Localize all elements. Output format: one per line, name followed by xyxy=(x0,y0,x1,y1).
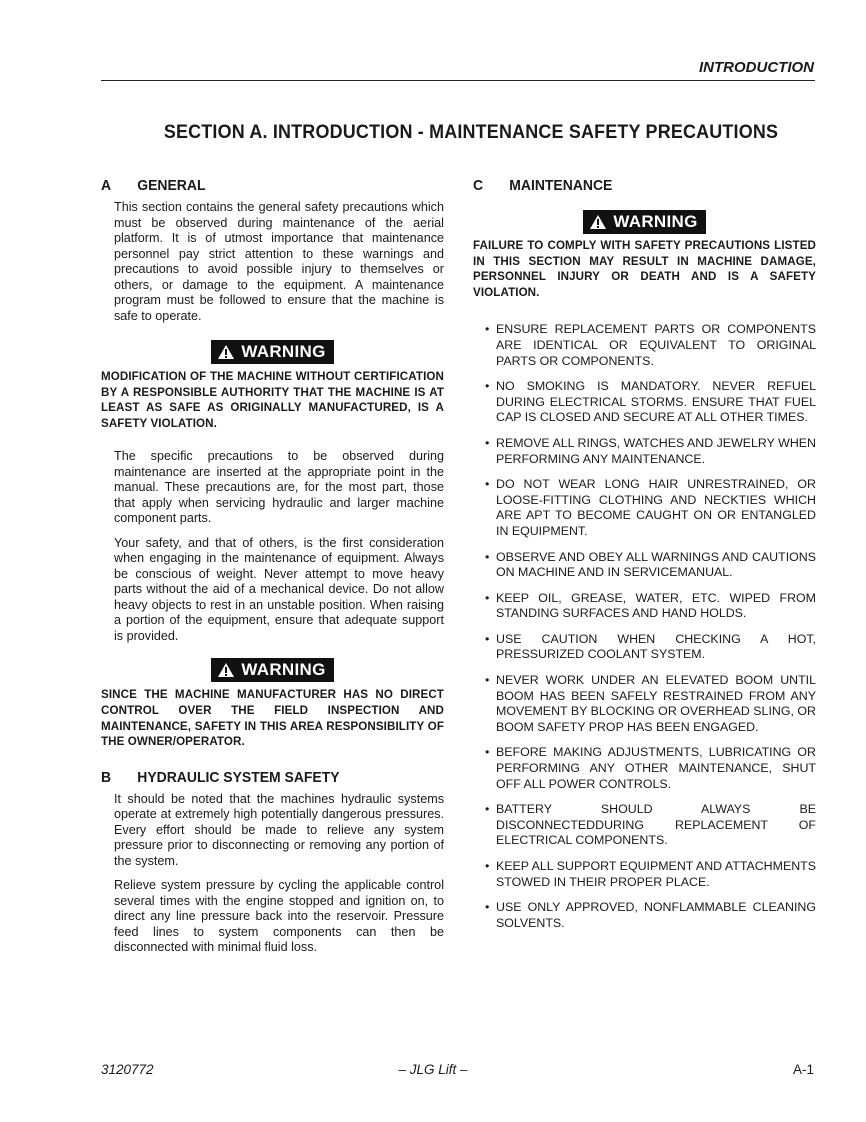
warning-text-modification: MODIFICATION OF THE MACHINE WITHOUT CERTIFICATION BY A RESPONSIBLE AUTHORITY THAT THE MACHINE IS AT LEAST AS SAFE AS ORIGINALLY MANUFACTURED, IS A SAFETY VIOLATION. xyxy=(101,370,444,430)
warning-text-failure-to-comply: FAILURE TO COMPLY WITH SAFETY PRECAUTIONS LISTED IN THIS SECTION MAY RESULT IN MACHINE DAMAGE, PERSONNEL INJURY OR DEATH AND IS A SAFETY VIOLATION. xyxy=(473,239,816,299)
warning-label: WARNING xyxy=(241,342,326,361)
list-item: • USE ONLY APPROVED, NONFLAMMABLE CLEANING SOLVENTS. xyxy=(485,900,816,931)
list-item: • ENSURE REPLACEMENT PARTS OR COMPONENTS ARE IDENTICAL OR EQUIVALENT TO ORIGINAL PARTS OR COMPONENTS. xyxy=(485,322,816,369)
hydraulic-heading-letter: B xyxy=(101,768,112,786)
warning-badge xyxy=(211,658,333,682)
list-item: • NO SMOKING IS MANDATORY. NEVER REFUEL DURING ELECTRICAL STORMS. ENSURE THAT FUEL CAP IS CLOSED AND SECURE AT ALL OTHER TIMES. xyxy=(485,379,816,426)
warning-text-owner-responsibility: SINCE THE MACHINE MANUFACTURER HAS NO DIRECT CONTROL OVER THE FIELD INSPECTION AND MAINTENANCE, SAFETY IN THIS AREA RESPONSIBILITY OF THE OWNER/OPERATOR. xyxy=(101,688,444,749)
maintenance-heading-letter: C xyxy=(473,177,484,194)
general-paragraph-1: This section contains the general safety precautions which must be observed during maintenance of the aerial platform. It is of utmost importance that maintenance personnel pay strict attention to these warnings and precautions to avoid possible injury to themselves or others, or damage to the equipment. A maintenance program must be followed to ensure that the machine is safe to operate. xyxy=(114,200,444,323)
list-item: • BATTERY SHOULD ALWAYS BE DISCONNECTEDDURING REPLACEMENT OF ELECTRICAL COMPONENTS. xyxy=(485,802,816,849)
warning-block-3 xyxy=(473,210,816,235)
warning-label: WARNING xyxy=(241,660,326,680)
list-item: • NEVER WORK UNDER AN ELEVATED BOOM UNTIL BOOM HAS BEEN SAFELY RESTRAINED FROM ANY MOVEMENT BY BLOCKING OR OVERHEAD SLING, OR BOOM SAFETY PROP HAS BEEN ENGAGED. xyxy=(485,673,816,735)
left-column xyxy=(101,176,444,956)
warning-triangle-icon xyxy=(217,662,235,678)
list-item: • OBSERVE AND OBEY ALL WARNINGS AND CAUTIONS ON MACHINE AND IN SERVICEMANUAL. xyxy=(485,550,816,581)
general-paragraph-3: Your safety, and that of others, is the first consideration when engaging in the maintenance of equipment. Always be conscious of weight. Never attempt to move heavy parts without the aid of a mechanical device. Do not allow heavy objects to rest in an unstable position. When raising a portion of the equipment, ensure that adequate support is provided. xyxy=(114,535,444,643)
general-heading-letter: A xyxy=(101,177,112,194)
header-rule xyxy=(101,80,815,81)
maintenance-heading xyxy=(473,176,792,196)
maintenance-heading-title: MAINTENANCE xyxy=(509,177,613,194)
general-heading-title: GENERAL xyxy=(137,177,206,194)
general-heading xyxy=(101,176,420,196)
hydraulic-heading xyxy=(101,768,420,788)
footer-publisher: – JLG Lift – xyxy=(398,1062,468,1077)
maintenance-precautions-list xyxy=(485,322,816,931)
document-number: 3120772 xyxy=(101,1062,154,1077)
warning-triangle-icon xyxy=(589,214,607,230)
list-item: • BEFORE MAKING ADJUSTMENTS, LUBRICATING OR PERFORMING ANY OTHER MAINTENANCE, SHUT OFF ALL POWER CONTROLS. xyxy=(485,745,816,792)
list-item: • KEEP ALL SUPPORT EQUIPMENT AND ATTACHMENTS STOWED IN THEIR PROPER PLACE. xyxy=(485,859,816,890)
right-column xyxy=(473,176,816,931)
warning-block-2 xyxy=(101,658,444,683)
warning-triangle-icon xyxy=(217,344,235,360)
general-paragraph-2: The specific precautions to be observed during maintenance are inserted at the appropriate point in the manual. These precautions are, for the most part, those that apply when servicing hydraulic and larger machine component parts. xyxy=(114,449,444,526)
warning-label: WARNING xyxy=(613,212,698,231)
list-item: • USE CAUTION WHEN CHECKING A HOT, PRESSURIZED COOLANT SYSTEM. xyxy=(485,632,816,663)
hydraulic-paragraph-2: Relieve system pressure by cycling the applicable control several times with the engine stopped and ignition on, to direct any line pressure back into the reservoir. Pressure feed lines to system components can then be disconnected with minimal fluid loss. xyxy=(114,878,444,955)
hydraulic-paragraph-1: It should be noted that the machines hydraulic systems operate at extremely high potentially dangerous pressures. Every effort should be made to relieve any system pressure prior to disconnecting or removing any portion of the system. xyxy=(114,791,444,868)
running-header: INTRODUCTION xyxy=(699,59,814,76)
warning-badge xyxy=(583,210,705,234)
section-title: SECTION A. INTRODUCTION - MAINTENANCE SAFETY PRECAUTIONS xyxy=(163,121,779,143)
list-item: • KEEP OIL, GREASE, WATER, ETC. WIPED FROM STANDING SURFACES AND HAND HOLDS. xyxy=(485,591,816,622)
page-number: A-1 xyxy=(792,1062,814,1077)
warning-block-1 xyxy=(101,340,444,365)
list-item: • REMOVE ALL RINGS, WATCHES AND JEWELRY WHEN PERFORMING ANY MAINTENANCE. xyxy=(485,436,816,467)
list-item: • DO NOT WEAR LONG HAIR UNRESTRAINED, OR LOOSE-FITTING CLOTHING AND NECKTIES WHICH ARE APT TO BECOME CAUGHT ON OR ENTANGLED IN EQUIPMENT. xyxy=(485,477,816,539)
warning-badge xyxy=(211,340,333,364)
hydraulic-heading-title: HYDRAULIC SYSTEM SAFETY xyxy=(137,768,340,786)
